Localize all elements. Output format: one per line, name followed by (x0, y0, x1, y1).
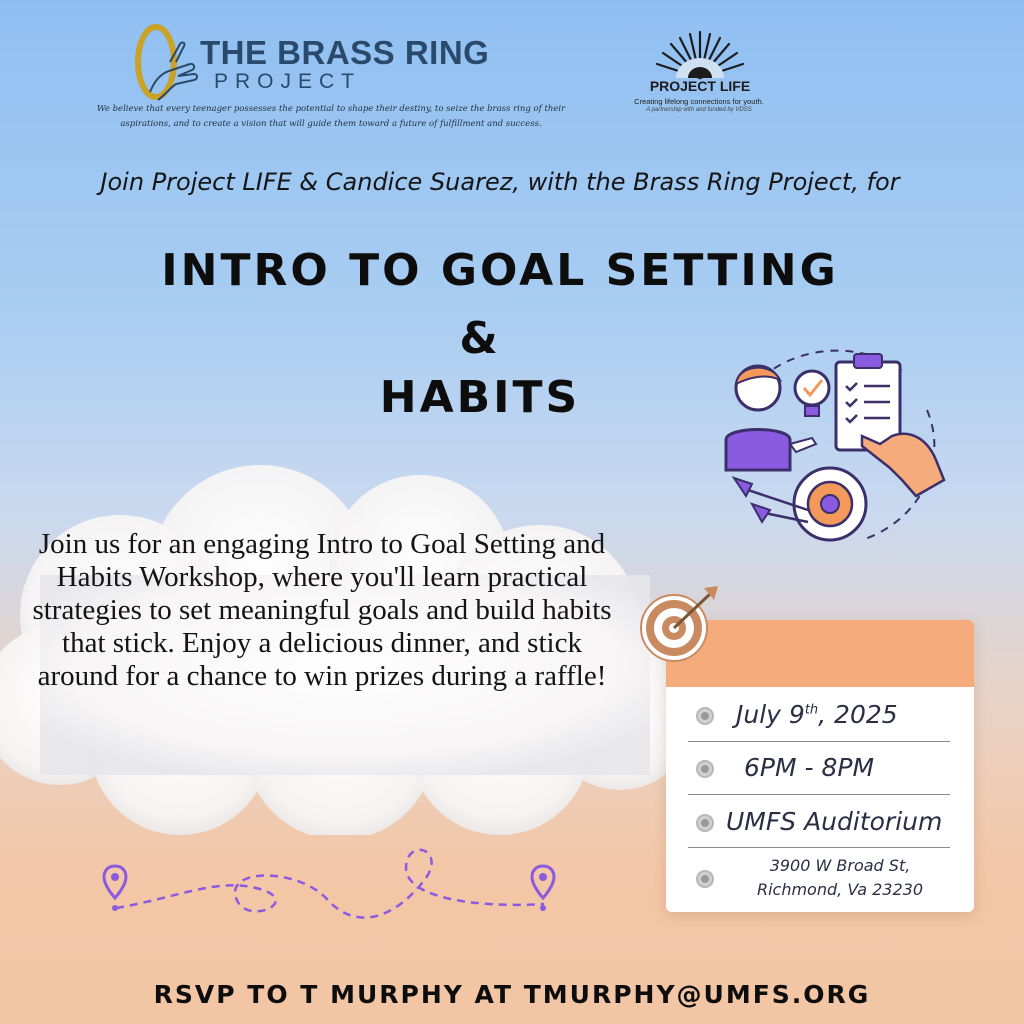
rsvp-line: RSVP TO T MURPHY AT TMURPHY@UMFS.ORG (153, 980, 871, 1009)
row-divider (688, 741, 950, 742)
project-life-partnership: A partnership with and funded by VDSS (646, 107, 752, 113)
headline-line-1: INTRO TO GOAL SETTING (161, 245, 839, 296)
event-description: Join us for an engaging Intro to Goal Setting and Habits Workshop, where you'll learn practical strategies to set meaningful goals and build habits that stick. Enjoy a delicious dinner, and stick around for a chance to win prizes during a raffle! (32, 528, 612, 692)
project-life-sunburst-icon (650, 28, 750, 80)
mission-statement: We believe that every teenager possesses the potential to shape their destiny, to seize the brass ring of their aspirations, and to create a vision that will guide them toward a future of fulfillment and success. (96, 104, 566, 129)
project-life-tagline: Creating lifelong connections for youth. (634, 97, 764, 106)
event-time: 6PM - 8PM (744, 753, 875, 782)
event-date: July 9th, 2025 (736, 700, 898, 729)
intro-line: Join Project LIFE & Candice Suarez, with the Brass Ring Project, for (100, 168, 900, 196)
address-line-2: Richmond, Va 23230 (756, 880, 924, 899)
brass-ring-subtitle: PROJECT (214, 70, 362, 93)
map-pin-end-icon (530, 864, 556, 912)
brass-ring-hand-icon (120, 22, 210, 102)
row-divider (688, 794, 950, 795)
address-line-1: 3900 W Broad St, (769, 856, 911, 875)
event-address (740, 854, 940, 902)
target-arrow-icon (630, 584, 722, 670)
route-path (96, 838, 566, 928)
brass-ring-title: THE BRASS RING (200, 34, 490, 71)
headline-line-2: HABITS (379, 372, 581, 423)
date-bullet-icon (696, 707, 714, 725)
project-life-title: PROJECT LIFE (649, 78, 751, 94)
headline-ampersand: & (459, 313, 501, 364)
event-location: UMFS Auditorium (726, 807, 943, 836)
location-bullet-icon (696, 814, 714, 832)
time-bullet-icon (696, 760, 714, 778)
address-bullet-icon (696, 870, 714, 888)
map-pin-start-icon (102, 864, 128, 912)
row-divider (688, 847, 950, 848)
goal-setting-illustration (712, 340, 952, 550)
